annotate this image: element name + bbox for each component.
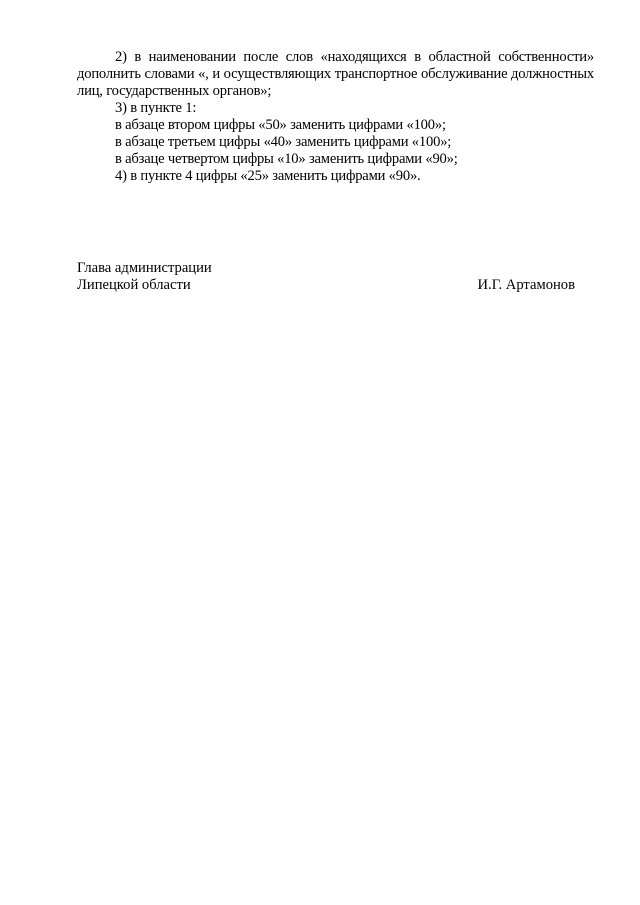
paragraph-item-2: 2) в наименовании после слов «находящихся в областной собственности» дополнить словами «, и осуществляющих транспортное обслуживание должностных лиц, государственных органов»; [77,49,594,99]
paragraph-item-3: 3) в пункте 1: [115,100,197,116]
paragraph-item-4: 4) в пункте 4 цифры «25» заменить цифрами «90». [115,168,421,184]
signature-block [77,260,575,294]
signature-position-line2: Липецкой области [77,277,191,293]
document-body [77,49,594,185]
signature-position-line1: Глава администрации [77,260,212,276]
signatory-name: И.Г. Артамонов [477,277,575,293]
signature-line-2 [77,277,575,294]
paragraph-abzac-3: в абзаце третьем цифры «40» заменить цифрами «100»; [115,134,452,150]
paragraph-abzac-4: в абзаце четвертом цифры «10» заменить цифрами «90»; [115,151,458,167]
paragraph-abzac-2: в абзаце втором цифры «50» заменить цифрами «100»; [115,117,446,133]
signature-line-1 [77,260,575,277]
